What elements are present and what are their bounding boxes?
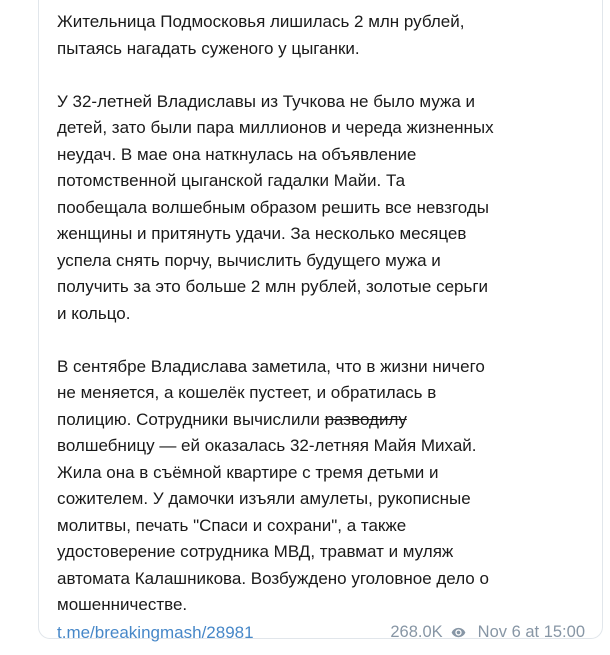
message-line: не меняется, а кошелёк пустеет, и обратилась в (57, 383, 437, 402)
message-line: волшебницу — ей оказалась 32-летняя Майя Михай. (57, 436, 477, 455)
paragraph (57, 354, 585, 619)
message-line: молитвы, печать "Спаси и сохрани", а также (57, 515, 407, 535)
message-line: автомата Калашникова. Возбуждено уголовное дело о (57, 568, 489, 588)
message-line: удостоверение сотрудника МВД, травмат и муляж (57, 542, 454, 561)
post-link[interactable]: t.me/breakingmash/28981 (57, 622, 254, 642)
strikethrough-text: разводилу (324, 409, 407, 429)
message-line: и кольцо. (57, 303, 131, 323)
paragraph (57, 9, 585, 62)
message-line: У 32-летней Владиславы из Тучкова не было мужа и (57, 91, 476, 111)
eye-icon (449, 625, 468, 640)
message-bubble (38, 0, 603, 642)
message-line: успела снять порчу, вычислить будущего мужа и (57, 250, 441, 270)
message-line: мошенничестве. (57, 595, 188, 614)
message-line: Жительница Подмосковья лишилась 2 млн рублей, (57, 12, 465, 31)
message-line: пытаясь нагадать суженого у цыганки. (57, 38, 360, 58)
timestamp: Nov 6 at 15:00 (477, 623, 585, 641)
message-line: пообещала волшебным образом решить все невзгоды (57, 197, 489, 217)
message-line: получить за это больше 2 млн рублей, золотые серьги (57, 277, 489, 296)
message-line: сожителем. У дамочки изъяли амулеты, рукописные (57, 489, 471, 508)
message-line: В сентябре Владислава заметила, что в жизни ничего (57, 356, 485, 376)
message-line: женщины и притянуть удачи. За несколько месяцев (57, 224, 467, 243)
message-line: неудач. В мае она наткнулась на объявление (57, 144, 417, 164)
message-line: полицию. Сотрудники вычислили разводилу (57, 409, 407, 429)
message-meta (390, 623, 585, 642)
message-footer (57, 623, 585, 643)
message-text (57, 9, 585, 619)
message-line: потомственной цыганской гадалки Майи. Та (57, 171, 406, 190)
message-line: Жила она в съёмной квартире с тремя детьми и (57, 462, 439, 482)
message-line: детей, зато были пара миллионов и череда жизненных (57, 118, 494, 137)
views-count: 268.0K (390, 623, 443, 641)
paragraph (57, 89, 585, 328)
